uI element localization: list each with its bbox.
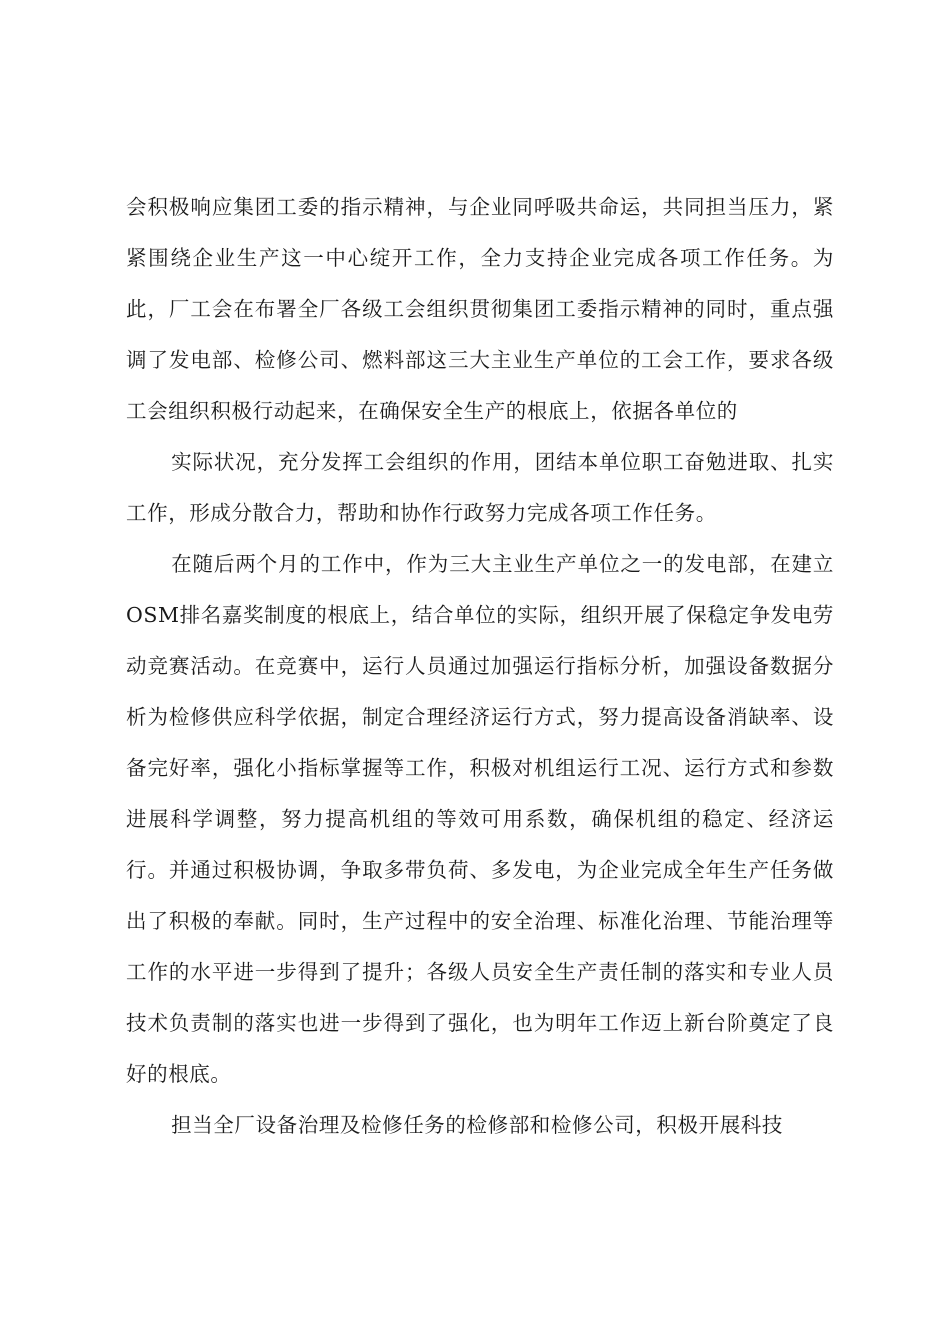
paragraph-2: 实际状况，充分发挥工会组织的作用，团结本单位职工奋勉进取、扎实工作，形成分散合力，帮助和协作行政努力完成各项工作任务。 xyxy=(126,450,834,525)
document-body xyxy=(126,182,834,1151)
paragraph-3: 在随后两个月的工作中，作为三大主业生产单位之一的发电部，在建立OSM排名嘉奖制度的根底上，结合单位的实际，组织开展了保稳定争发电劳动竞赛活动。在竞赛中，运行人员通过加强运行指标分析，加强设备数据分析为检修供应科学依据，制定合理经济运行方式，努力提高设备消缺率、设备完好率，强化小指标掌握等工作，积极对机组运行工况、运行方式和参数进展科学调整，努力提高机组的等效可用系数，确保机组的稳定、经济运行。并通过积极协调，争取多带负荷、多发电，为企业完成全年生产任务做出了积极的奉献。同时，生产过程中的安全治理、标准化治理、节能治理等工作的水平进一步得到了提升；各级人员安全生产责任制的落实和专业人员技术负责制的落实也进一步得到了强化，也为明年工作迈上新台阶奠定了良好的根底。 xyxy=(126,552,834,1086)
paragraph-1: 会积极响应集团工委的指示精神，与企业同呼吸共命运，共同担当压力，紧紧围绕企业生产这一中心绽开工作，全力支持企业完成各项工作任务。为此，厂工会在布署全厂各级工会组织贯彻集团工委指示精神的同时，重点强调了发电部、检修公司、燃料部这三大主业生产单位的工会工作，要求各级工会组织积极行动起来，在确保安全生产的根底上，依据各单位的 xyxy=(126,195,834,423)
paragraph-4: 担当全厂设备治理及检修任务的检修部和检修公司，积极开展科技 xyxy=(171,1113,783,1137)
